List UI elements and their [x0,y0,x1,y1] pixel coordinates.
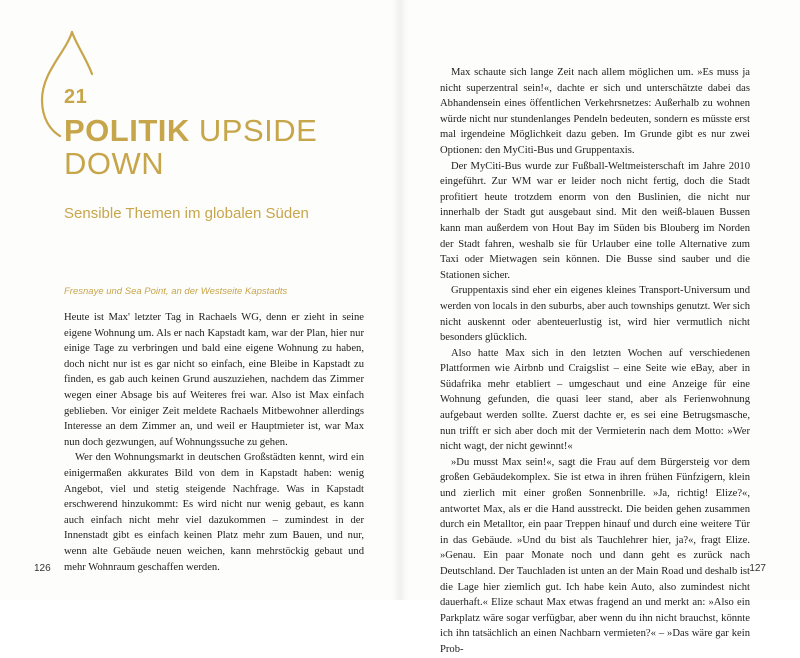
location-caption: Fresnaye und Sea Point, an der Westseite Kapstadts [64,286,288,297]
chapter-title-rest: UPSIDE DOWN [64,113,318,181]
book-gutter [392,0,408,600]
body-paragraph: »Du musst Max sein!«, sagt die Frau auf dem Bürgersteig vor dem großen Gebäudekomplex. Sie ist etwa in ihren frühen Fünfzigern, klein und zierlich mit einer großen Sonnenbrille. »Ja, richtig! Elize?«, antwortet Max, als er die Hand ausstreckt. Die beiden gehen zusammen durch ein Metalltor, ein paar Treppen hinauf und durch eine weitere Tür in das Gebäude. »Und du bist als Tauchlehrer hier, ja?«, fragt Elize. »Genau. Ein paar Monate noch und dann geht es zurück nach Deutschland. Der Tauchladen ist unten an der Main Road und deshalb ist die Lage hier ziemlich gut. Ich habe kein Auto, also zumindest nicht dauerhaft.« Elize schaut Max etwas fragend an und merkt an: »Also ein Parkplatz wäre sogar verfügbar, aber wenn du ihn nicht brauchst, könnte ich ihn tatsächlich an einen Nachbarn vermieten?« – »Das wäre gar kein Prob- [440,456,750,655]
body-paragraph: Der MyCiti-Bus wurde zur Fußball-Weltmeisterschaft im Jahre 2010 eingeführt. Zur WM war er leider noch nicht fertig, doch die Stadt profitiert heute trotzdem enorm von den Buslinien, die nicht nur innerhalb der Stadt gut ausgebaut sind. Mit den weiß-blauen Bussen kann man außerdem von Hout Bay im Süden bis Blouberg im Norden der Stadt fahren, weshalb sie für Urlauber eine tolle Alternative zum Taxi oder Mietwagen sein können. Die Busse sind sauber und die Stationen sicher. [440,160,750,281]
page-number-right: 127 [749,563,766,574]
chapter-title [64,114,364,180]
right-body-text [440,65,750,658]
left-body-text [64,310,364,575]
body-paragraph: Gruppentaxis sind eher ein eigenes kleines Transport-Universum und werden von locals in den suburbs, aber auch townships genutzt. Wer sich nicht auskennt oder abenteuerlustig ist, wird hier vermutlich nicht besonders glücklich. [440,285,750,344]
body-paragraph: Heute ist Max' letzter Tag in Rachaels WG, denn er zieht in seine eigene Wohnung um. Als er nach Kapstadt kam, war der Plan, hier nur einige Tage zu verbringen und bald eine eigene Wohnung zu haben, doch nicht nur ist es gar nicht so einfach, eine Bleibe in Kapstadt zu finden, es gab auch keinen Grund auszuziehen, nachdem das Zimmer wegen einer Absage bis auf Weiteres frei war. Also ist Max einfach geblieben. Vor einiger Zeit meldete Rachaels Mitbewohner allerdings Interesse an dem Zimmer an, und weil er Hauptmieter ist, war Max nun doch gezwungen, auf Wohnungssuche zu gehen. [64,312,364,448]
chapter-subtitle: Sensible Themen im globalen Süden [64,205,309,222]
body-paragraph: Max schaute sich lange Zeit nach allem möglichen um. »Es muss ja nicht superzentral sein!«, dachte er sich und unterschätzte dabei das Abhandensein eines öffentlichen Verkehrsnetzes: Außerhalb zu wohnen würde nicht nur stundenlanges Pendeln bedeuten, sondern es müsste erst mal irgendeine Möglichkeit dazu geben. Im Grunde gibt es nur zwei Optionen: den MyCiti-Bus und Gruppentaxis. [440,67,750,156]
chapter-title-bold: POLITIK [64,113,190,148]
right-page [400,0,800,655]
body-paragraph: Wer den Wohnungsmarkt in deutschen Großstädten kennt, wird ein einigermaßen akkurates Bild von dem in Kapstadt haben: wenig Angebot, viel und stetig steigende Nachfrage. Was in Kapstadt erschwerend hinzukommt: Es wird nicht nur wenig gebaut, es kann auch einfach nicht mehr viel dazukommen – zumindest in der Innenstadt gibt es einfach keinen Platz mehr zum Bauen, und nur, wenn alte Gebäude neuen weichen, kann mehrstöckig gebaut und mehr Wohnraum geschaffen werden. [64,452,364,573]
left-page [0,0,400,600]
page-number-left: 126 [34,563,51,574]
body-paragraph: Also hatte Max sich in den letzten Wochen auf verschiedenen Plattformen wie Airbnb und Craigslist – eine Seite wie eBay, aber in Südafrika mehr etabliert – umgeschaut und eine Anzeige für eine Wohnung gefunden, die quasi leer stand, aber als Ferienwohnung aufgebaut werden sollte. Zuerst dachte er, es sei eine Betrugsmasche, nun trifft er sich aber doch mit der Vermieterin nach dem Motto: »Wer nicht wagt, der nicht gewinnt!« [440,347,750,453]
chapter-number: 21 [64,86,88,108]
